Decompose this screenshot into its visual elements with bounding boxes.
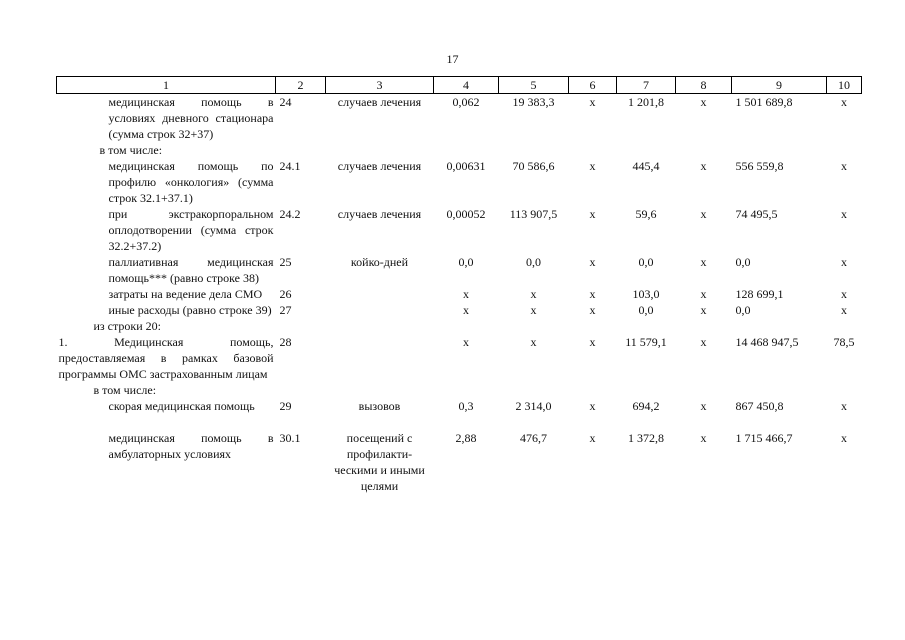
row-value: х [530, 303, 537, 317]
row-value: 1 201,8 [628, 95, 664, 109]
row-value: 0,0 [735, 255, 751, 269]
table-row [57, 334, 862, 382]
row-value: х [841, 95, 847, 109]
row-value: х [463, 287, 469, 301]
subheading-row [57, 142, 862, 158]
row-unit: койко-дней [350, 255, 409, 269]
row-description: медицинская помощь по профилю «онкология» (сумма строк 32.1+37.1) [108, 159, 274, 205]
row-value: 0,0 [526, 255, 541, 269]
row-value: х [530, 287, 537, 301]
row-description: 1. Медицинская помощь, предоставляемая в рамках базовой программы ОМС застрахованным лицам [58, 335, 274, 381]
row-value: х [700, 95, 707, 109]
table-row [57, 302, 862, 318]
row-value: 1 372,8 [628, 431, 664, 445]
row-value: 0,0 [458, 255, 474, 269]
row-number: 24 [279, 95, 292, 109]
column-header: 2 [276, 77, 326, 94]
row-value: 1 715 466,7 [735, 431, 793, 445]
row-value: х [589, 335, 596, 349]
page-number: 17 [446, 52, 459, 66]
subheading-text: в том числе: [93, 383, 157, 397]
row-value: х [463, 303, 469, 317]
table-row [57, 94, 862, 143]
row-value: х [841, 255, 847, 269]
column-header: 4 [434, 77, 499, 94]
row-unit [326, 334, 434, 382]
row-description: иные расходы (равно строке 39) [108, 303, 272, 317]
row-value: х [589, 207, 596, 221]
subheading-row [57, 382, 862, 398]
row-value: 867 450,8 [735, 399, 784, 413]
table-row [57, 254, 862, 286]
row-value: 476,7 [520, 431, 547, 445]
row-unit [326, 286, 434, 302]
row-value: 1 501 689,8 [735, 95, 793, 109]
row-value: 74 495,5 [735, 207, 778, 221]
row-number: 25 [279, 255, 292, 269]
column-header: 10 [827, 77, 862, 94]
column-header: 9 [732, 77, 827, 94]
row-value: 2 314,0 [515, 399, 552, 413]
header-row [57, 77, 862, 94]
row-value: 445,4 [632, 159, 660, 173]
row-value: х [700, 287, 707, 301]
row-value: 2,88 [455, 431, 477, 445]
row-value: х [700, 207, 707, 221]
row-value: 103,0 [632, 287, 660, 301]
column-header: 7 [617, 77, 676, 94]
row-description: при экстракорпоральном оплодотворении (сумма строк 32.2+37.2) [108, 207, 274, 253]
row-description: затраты на ведение дела СМО [108, 287, 263, 301]
row-value: 19 383,3 [512, 95, 555, 109]
row-value: 0,062 [452, 95, 480, 109]
row-value: х [841, 303, 847, 317]
table-row [57, 430, 862, 494]
row-value: х [700, 255, 707, 269]
row-value: х [589, 303, 596, 317]
row-description: медицинская помощь в амбулаторных условиях [108, 431, 274, 461]
row-value: х [841, 399, 847, 413]
row-value: 0,0 [638, 303, 654, 317]
row-value: х [589, 399, 596, 413]
row-value: х [589, 159, 596, 173]
row-value: 0,00052 [446, 207, 486, 221]
row-value: 694,2 [632, 399, 660, 413]
table-row [57, 286, 862, 302]
row-value: х [700, 303, 707, 317]
table-row [57, 206, 862, 254]
row-value: 0,0 [735, 303, 751, 317]
row-value: 14 468 947,5 [735, 335, 799, 349]
row-description: скорая медицинская помощь [108, 399, 255, 413]
row-unit: случаев лечения [337, 95, 422, 109]
row-value: х [700, 159, 707, 173]
row-unit: вызовов [358, 399, 401, 413]
row-value: х [589, 287, 596, 301]
row-value: 113 907,5 [509, 207, 558, 221]
statistics-table [56, 76, 862, 494]
row-value: х [700, 431, 707, 445]
table-row [57, 158, 862, 206]
row-number: 24.2 [279, 207, 301, 221]
row-value: 556 559,8 [735, 159, 784, 173]
row-value: 0,0 [638, 255, 654, 269]
column-header: 5 [499, 77, 569, 94]
row-number: 27 [279, 303, 292, 317]
row-description: медицинская помощь в условиях дневного стационара (сумма строк 32+37) [108, 95, 274, 141]
row-unit: посещений с профилакти-ческими и иными целями [334, 431, 425, 493]
row-value: 0,00631 [446, 159, 486, 173]
row-value: х [700, 335, 707, 349]
subheading-text: из строки 20: [93, 319, 161, 333]
row-value: х [841, 431, 847, 445]
row-number: 26 [279, 287, 292, 301]
subheading-row [57, 318, 862, 334]
column-header: 8 [676, 77, 732, 94]
subheading-text: в том числе: [99, 143, 163, 157]
row-value: 70 586,6 [512, 159, 555, 173]
row-value: 78,5 [833, 335, 855, 349]
row-unit: случаев лечения [337, 159, 422, 173]
row-value: х [589, 95, 596, 109]
column-header: 3 [326, 77, 434, 94]
row-number: 28 [279, 335, 292, 349]
row-value: 0,3 [458, 399, 474, 413]
row-value: х [700, 399, 707, 413]
row-value: 128 699,1 [735, 287, 784, 301]
row-value: х [841, 287, 847, 301]
row-unit: случаев лечения [337, 207, 422, 221]
row-value: х [589, 255, 596, 269]
row-description: паллиативная медицинская помощь*** (равно строке 38) [108, 255, 274, 285]
row-value: х [841, 207, 847, 221]
row-number: 29 [279, 399, 292, 413]
row-value: х [589, 431, 596, 445]
row-value: х [530, 335, 537, 349]
spacer-row [57, 414, 862, 430]
row-value: 59,6 [635, 207, 657, 221]
row-number: 24.1 [279, 159, 301, 173]
row-value: 11 579,1 [625, 335, 667, 349]
row-value: х [841, 159, 847, 173]
row-number: 30.1 [279, 431, 301, 445]
table-row [57, 398, 862, 414]
column-header: 1 [57, 77, 276, 94]
row-unit [326, 302, 434, 318]
column-header: 6 [569, 77, 617, 94]
row-value: х [463, 335, 469, 349]
